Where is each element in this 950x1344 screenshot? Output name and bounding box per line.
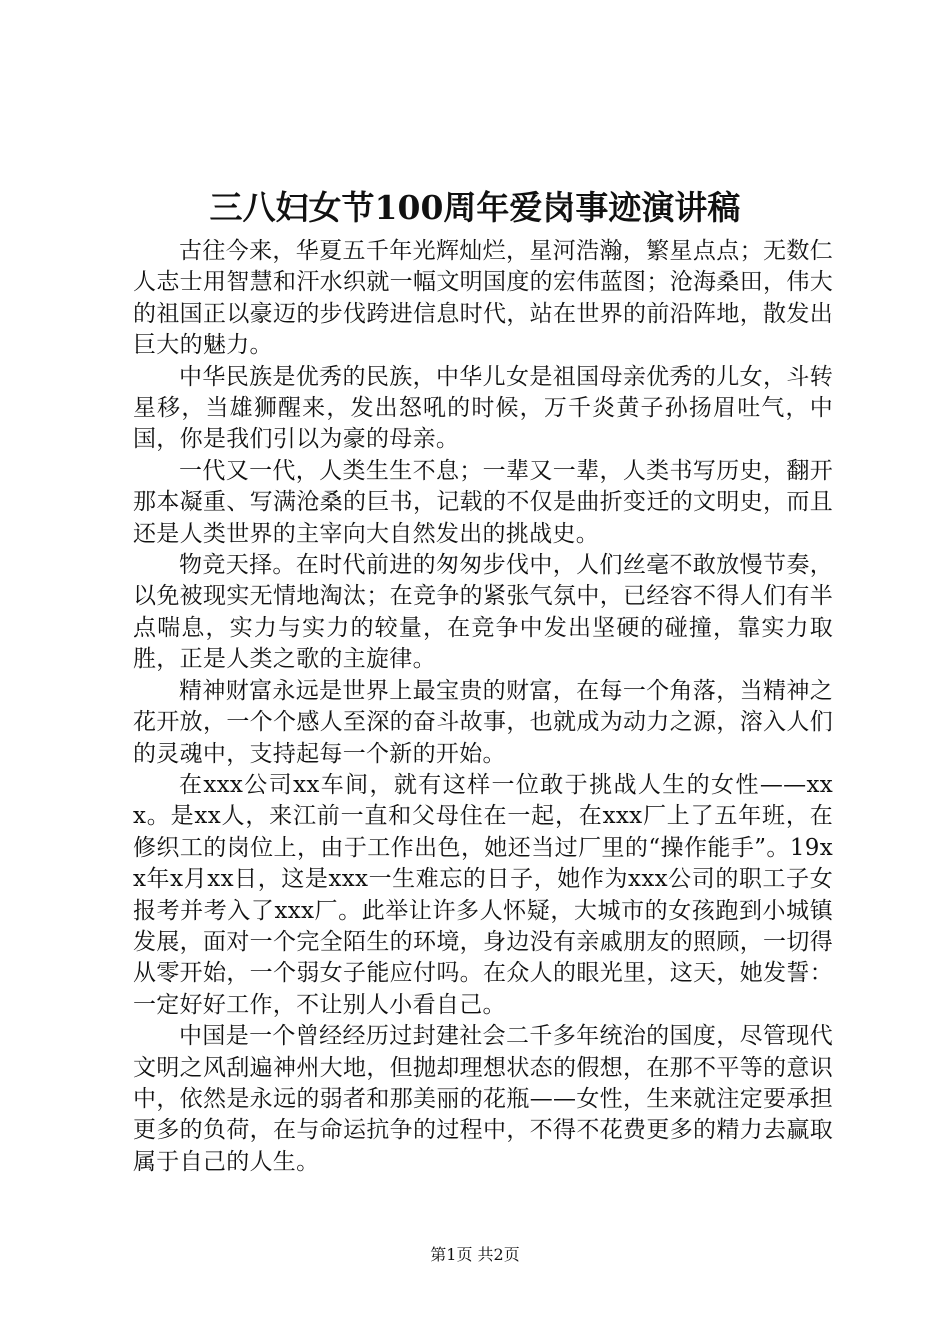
page-footer: 第1页 共2页 [430,1245,520,1264]
page-title: 三八妇女节100周年爱岗事迹演讲稿 [209,188,741,227]
paragraph-6: 在xxx公司xx车间，就有这样一位敢于挑战人生的女性——xxx。是xx人，来江前一直和父母住在一起，在xxx厂上了五年班，在修织工的岗位上，由于工作出色，她还当过厂里的“操作能手”。19xx年x月xx日，这是xxx一生难忘的日子，她作为xxx公司的职工子女报考并考入了xxx厂。此举让许多人怀疑，大城市的女孩跑到小城镇发展，面对一个完全陌生的环境，身边没有亲戚朋友的照顾，一切得从零开始，一个弱女子能应付吗。在众人的眼光里，这天，她发誓：一定好好工作，不让别人小看自己。 [133,771,833,1018]
paragraph-1: 古往今来，华夏五千年光辉灿烂，星河浩瀚，繁星点点；无数仁人志士用智慧和汗水织就一幅文明国度的宏伟蓝图；沧海桑田，伟大的祖国正以豪迈的步伐跨进信息时代，站在世界的前沿阵地，散发出巨大的魅力。 [133,238,833,359]
paragraph-3: 一代又一代，人类生生不息；一辈又一辈，人类书写历史，翻开那本凝重、写满沧桑的巨书，记载的不仅是曲折变迁的文明史，而且还是人类世界的主宰向大自然发出的挑战史。 [133,457,833,547]
paragraph-4: 物竞天择。在时代前进的匆匆步伐中，人们丝毫不敢放慢节奏，以免被现实无情地淘汰；在竞争的紧张气氛中，已经容不得人们有半点喘息，实力与实力的较量，在竞争中发出坚硬的碰撞，靠实力取胜，正是人类之歌的主旋律。 [133,552,833,673]
paragraph-5: 精神财富永远是世界上最宝贵的财富，在每一个角落，当精神之花开放，一个个感人至深的奋斗故事，也就成为动力之源，溶入人们的灵魂中，支持起每一个新的开始。 [133,677,833,767]
paragraph-2: 中华民族是优秀的民族，中华儿女是祖国母亲优秀的儿女，斗转星移，当雄狮醒来，发出怒吼的时候，万千炎黄子孙扬眉吐气，中国，你是我们引以为豪的母亲。 [133,363,833,453]
paragraph-7: 中国是一个曾经经历过封建社会二千多年统治的国度，尽管现代文明之风刮遍神州大地，但抛却理想状态的假想，在那不平等的意识中，依然是永远的弱者和那美丽的花瓶——女性，生来就注定要承担更多的负荷，在与命运抗争的过程中，不得不花费更多的精力去赢取属于自己的人生。 [133,1023,833,1175]
document-body [133,236,833,1178]
